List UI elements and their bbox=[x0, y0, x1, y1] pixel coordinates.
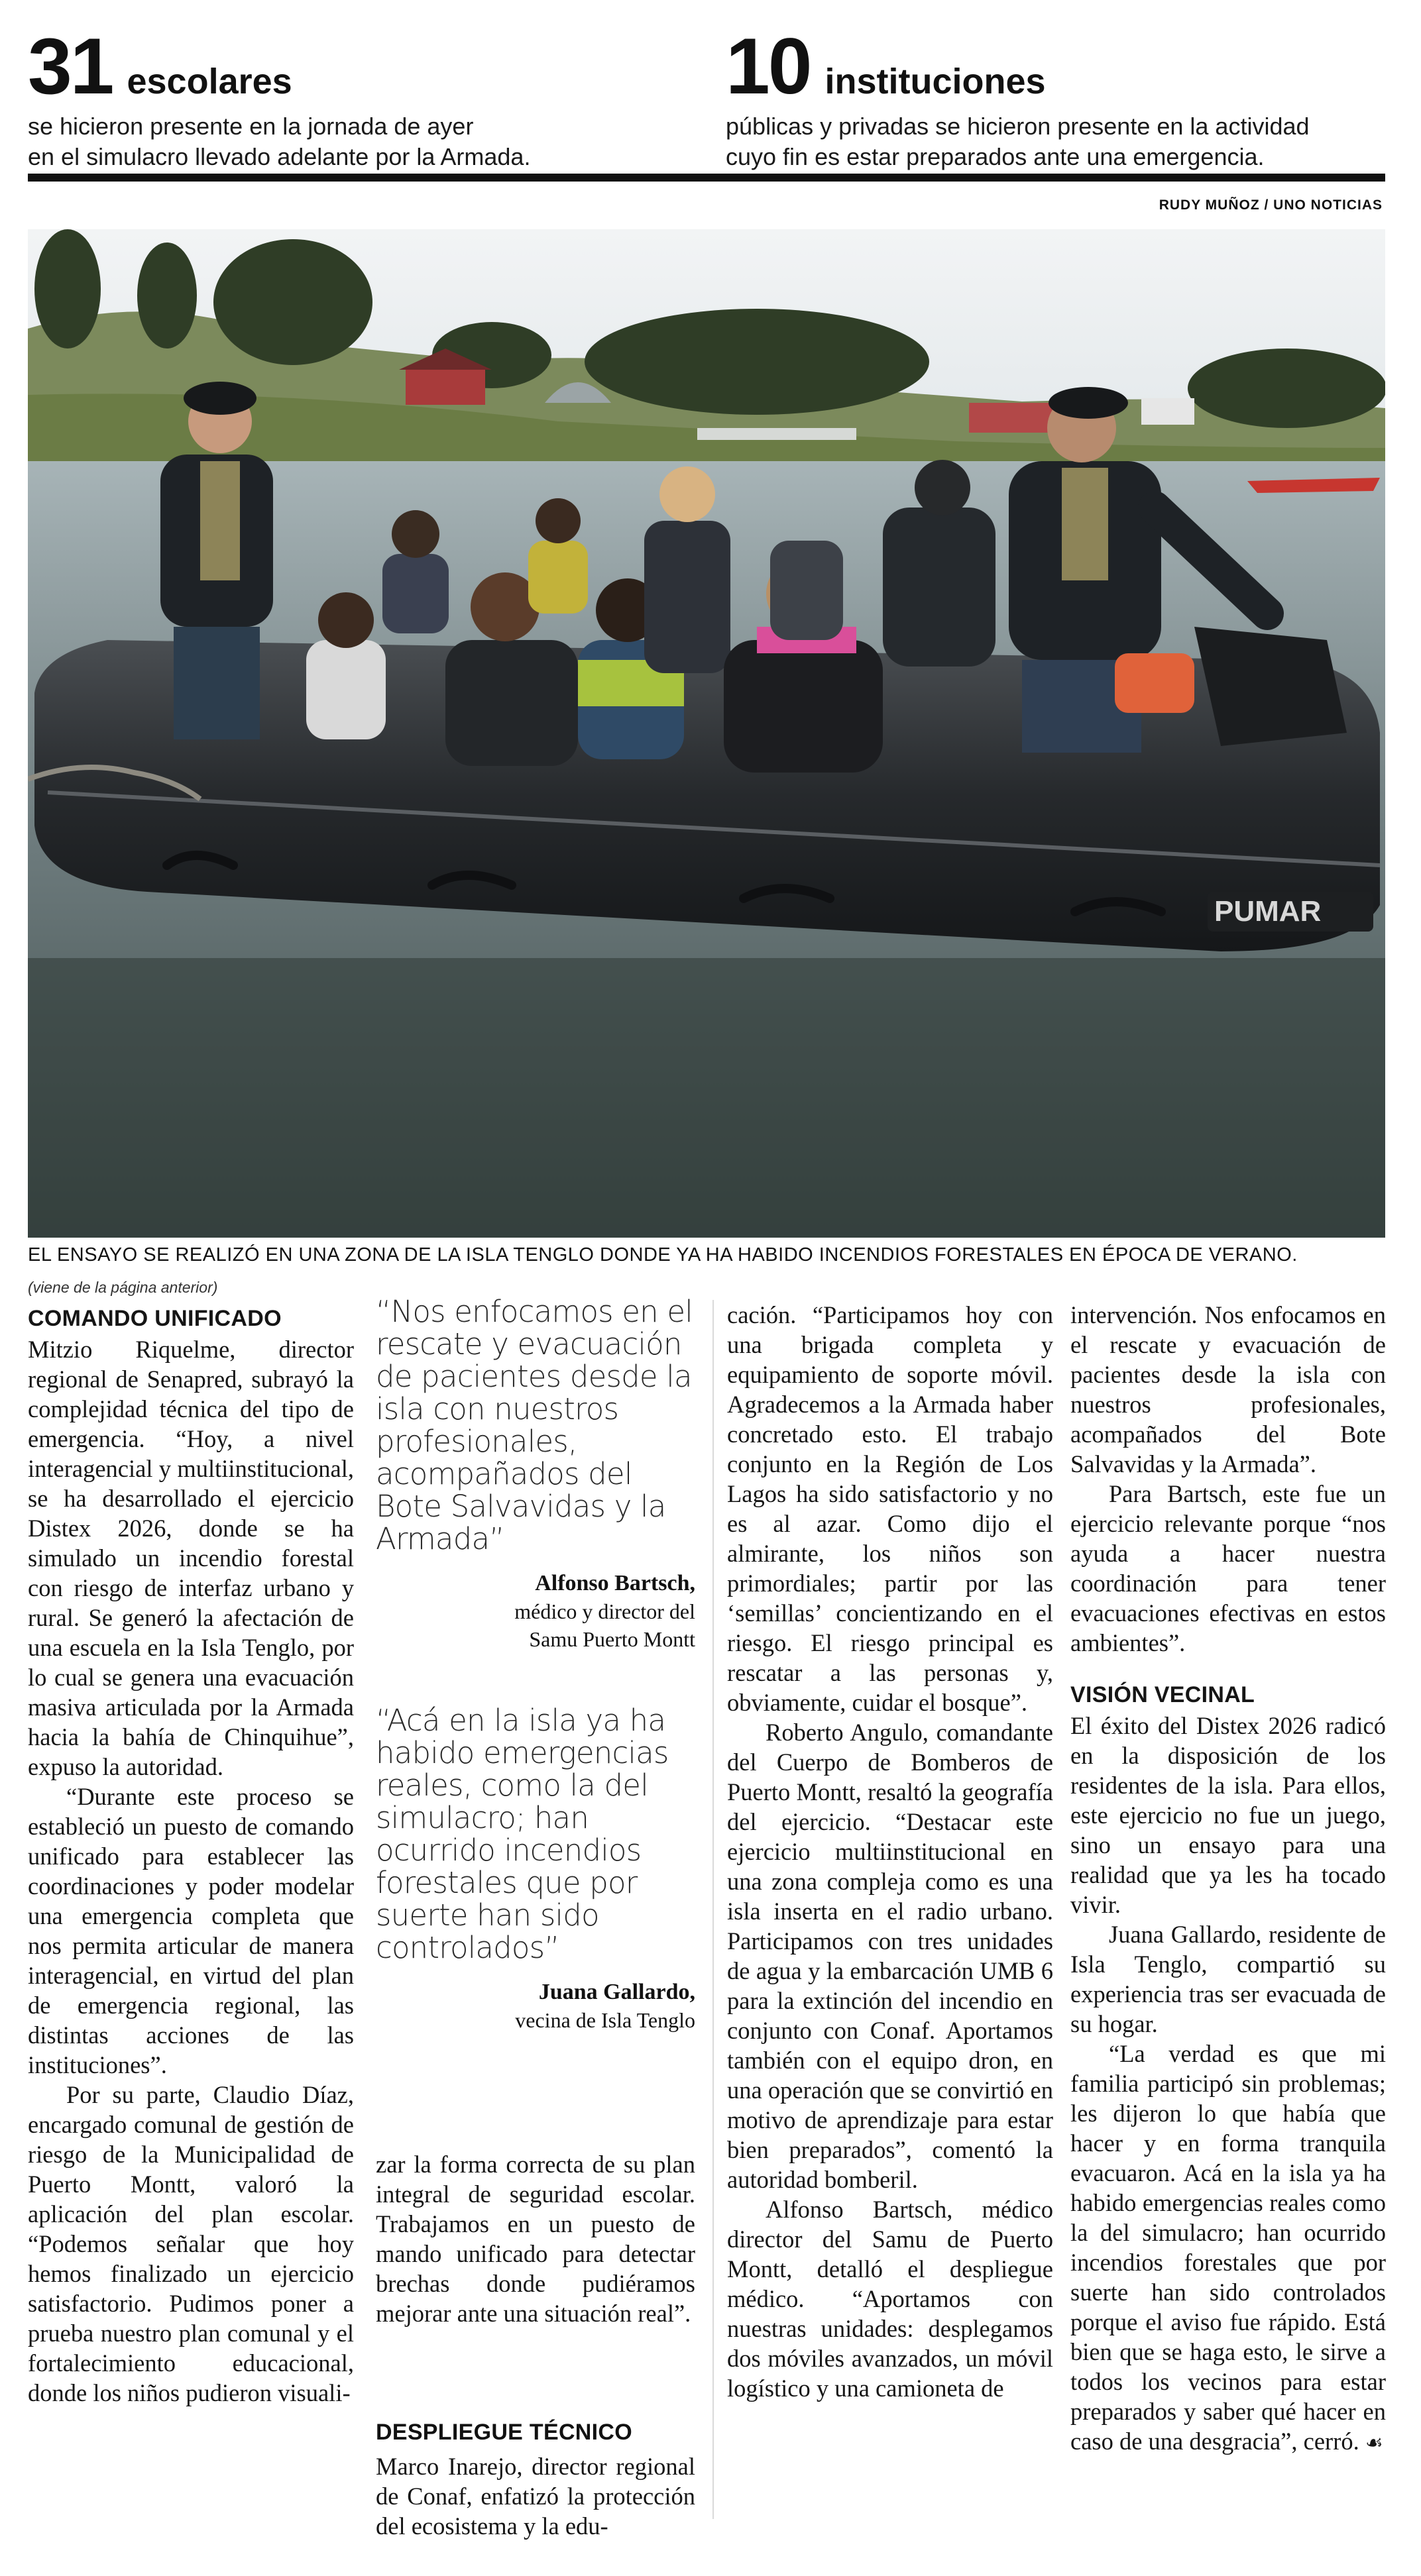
pullquote-bartsch bbox=[376, 1295, 695, 1653]
article-paragraph: El éxito del Distex 2026 radicó en la disposición de los residentes de la isla. Para ellos, este ejercicio no fue un juego, sino un ensayo para una realidad que ya les ha tocado vivir. bbox=[1070, 1712, 1386, 1918]
photo-caption: EL ENSAYO SE REALIZÓ EN UNA ZONA DE LA ISLA TENGLO DONDE YA HA HABIDO INCENDIOS FORESTALES EN ÉPOCA DE VERANO. bbox=[28, 1244, 1298, 1265]
boat-rescue-illustration bbox=[28, 229, 1385, 1238]
article-paragraph: “Durante este proceso se estableció un puesto de comando unificado para establecer las coordinaciones y poder modelar una emergencia completa que nos permita articular de manera interagencial, en virtud del plan de emergencia regional, las distintas acciones de las instituciones”. bbox=[28, 1783, 354, 2078]
pullquote-attribution bbox=[376, 1978, 695, 2034]
stat-number: 31 bbox=[28, 22, 113, 111]
article-column-2-continuation bbox=[376, 2149, 695, 2328]
stat-description-line: cuyo fin es estar preparados ante una emergencia. bbox=[726, 143, 1265, 170]
article-column-4 bbox=[1070, 1300, 1386, 2458]
pullquote-text: “Nos enfocamos en el rescate y evacuación de pacientes desde la isla con nuestros profesionales, acompañados del Bote Salvavidas y la Armada” bbox=[376, 1294, 693, 1556]
column-divider bbox=[712, 1300, 714, 2519]
stat-description bbox=[28, 111, 691, 172]
pullquote-role: vecina de Isla Tenglo bbox=[515, 2008, 695, 2032]
article-paragraph bbox=[1070, 2039, 1386, 2458]
article-paragraph: Alfonso Bartsch, médico director del Samu de Puerto Montt, detalló el despliegue médico. “Aportamos con nuestras unidades: desplegamos dos móviles avanzados, un móvil logístico y una camioneta de bbox=[727, 2196, 1053, 2402]
pullquote-name: Alfonso Bartsch, bbox=[535, 1571, 695, 1595]
stat-number: 10 bbox=[726, 22, 811, 111]
pullquote-attribution bbox=[376, 1570, 695, 1653]
pullquote-role: médico y director del bbox=[514, 1599, 695, 1623]
stat-block-instituciones bbox=[726, 22, 1389, 172]
article-paragraph: zar la forma correcta de su plan integral de seguridad escolar. Trabajamos en un puesto de mando unificado para detectar brechas donde pudiéramos mejorar ante una situación real”. bbox=[376, 2151, 695, 2327]
news-photo bbox=[28, 229, 1385, 1238]
article-paragraph: Roberto Angulo, comandante del Cuerpo de Bomberos de Puerto Montt, resaltó la geografía del ejercicio. “Destacar este ejercicio multiinstitucional en una zona compleja como es una isla inserta en el radio urbano. Participamos con tres unidades de agua y la embarcación UMB 6 para la extinción del incendio en conjunto con Conaf. Aportamos también con el equipo dron, en una operación que se convirtió en motivo de aprendizaje para estar bien preparados”, comentó la autoridad bomberil. bbox=[727, 1719, 1053, 2193]
article-column-2-lower bbox=[376, 2451, 695, 2541]
article-paragraph: Por su parte, Claudio Díaz, encargado comunal de gestión de riesgo de la Municipalidad de Puerto Montt, valoró la aplicación del plan escolar. “Podemos señalar que hoy hemos finalizado un ejercicio satisfactorio. Pudimos poner a prueba nuestro plan comunal y el fortalecimiento educacional, donde los niños pudieron visuali- bbox=[28, 2081, 354, 2406]
article-paragraph: intervención. Nos enfocamos en el rescate y evacuación de pacientes desde la isla con nuestros profesionales, acompañados del Bote Salvavidas y la Armada”. bbox=[1070, 1301, 1386, 1477]
stat-description bbox=[726, 111, 1389, 172]
subheading-comando-unificado: COMANDO UNIFICADO bbox=[28, 1306, 282, 1331]
stat-block-escolares bbox=[28, 22, 691, 172]
article-paragraph: Mitzio Riquelme, director regional de Senapred, subrayó la complejidad técnica del tipo de emergencia. “Hoy, a nivel interagencial y multiinstitucional, se ha desarrollado el ejercicio Distex 2026, donde se ha simulado un incendio forestal con riesgo de interfaz urbano y rural. Se generó la afectación de una escuela en la Isla Tenglo, por lo cual se genera una evacuación masiva articulada por la Armada hacia la bahía de Chinquihue”, expuso la autoridad. bbox=[28, 1336, 354, 1780]
subheading-vision-vecinal: VISIÓN VECINAL bbox=[1070, 1682, 1255, 1707]
article-paragraph: Para Bartsch, este fue un ejercicio relevante porque “nos ayuda a hacer nuestra coordinación para tener evacuaciones efectivas en estos ambientes”. bbox=[1070, 1480, 1386, 1656]
article-paragraph: cación. “Participamos hoy con una brigada completa y equipamiento de soporte móvil. Agradecemos a la Armada haber concretado esto. El trabajo conjunto en la Región de Los Lagos ha sido satisfactorio y no es al azar. Como dijo el almirante, los niños son primordiales; partir por las ‘semillas’ concientizando en el riesgo. El riesgo principal es rescatar a las personas y, obviamente, cuidar el bosque”. bbox=[727, 1301, 1053, 1716]
stat-description-line: públicas y privadas se hicieron presente en la actividad bbox=[726, 113, 1310, 140]
photo-credit: RUDY MUÑOZ / UNO NOTICIAS bbox=[1159, 197, 1383, 213]
end-mark-icon: ☙ bbox=[1365, 2432, 1383, 2455]
article-paragraph: Juana Gallardo, residente de Isla Tenglo, compartió su experiencia tras ser evacuada de su hogar. bbox=[1070, 1921, 1386, 2037]
subheading-despliegue-tecnico: DESPLIEGUE TÉCNICO bbox=[376, 2420, 633, 2445]
continued-note: (viene de la página anterior) bbox=[28, 1279, 218, 1296]
article-column-3 bbox=[727, 1300, 1053, 2403]
boat-brand-label: PUMAR bbox=[1214, 895, 1322, 928]
pullquote-text: “Acá en la isla ya ha habido emergencias reales, como la del simulacro; han ocurrido incendios forestales que por suerte han sido controlados” bbox=[376, 1703, 669, 1965]
article-paragraph: Marco Inarejo, director regional de Conaf, enfatizó la protección del ecosistema y la edu- bbox=[376, 2453, 695, 2540]
stat-label: instituciones bbox=[824, 62, 1046, 101]
article-paragraph-text: “La verdad es que mi familia participó sin problemas; les dijeron lo que había que hacer y en forma tranquila evacuaron. Acá en la isla ya ha habido emergencias reales como la del simulacro; han ocurrido incendios forestales que por suerte han sido controlados porque el aviso fue rápido. Está bien que se haga esto, le sirve a todos los vecinos para estar preparados y saber qué hacer en caso de una desgracia”, cerró. bbox=[1070, 2040, 1386, 2455]
pullquote-name: Juana Gallardo, bbox=[538, 1980, 695, 2004]
stat-description-line: se hicieron presente en la jornada de ayer bbox=[28, 113, 474, 140]
stat-label: escolares bbox=[127, 62, 292, 101]
stat-description-line: en el simulacro llevado adelante por la Armada. bbox=[28, 143, 531, 170]
article-column-1 bbox=[28, 1304, 354, 2408]
pullquote-role: Samu Puerto Montt bbox=[529, 1627, 695, 1651]
header-rule bbox=[28, 174, 1385, 182]
pullquote-gallardo bbox=[376, 1704, 695, 2034]
